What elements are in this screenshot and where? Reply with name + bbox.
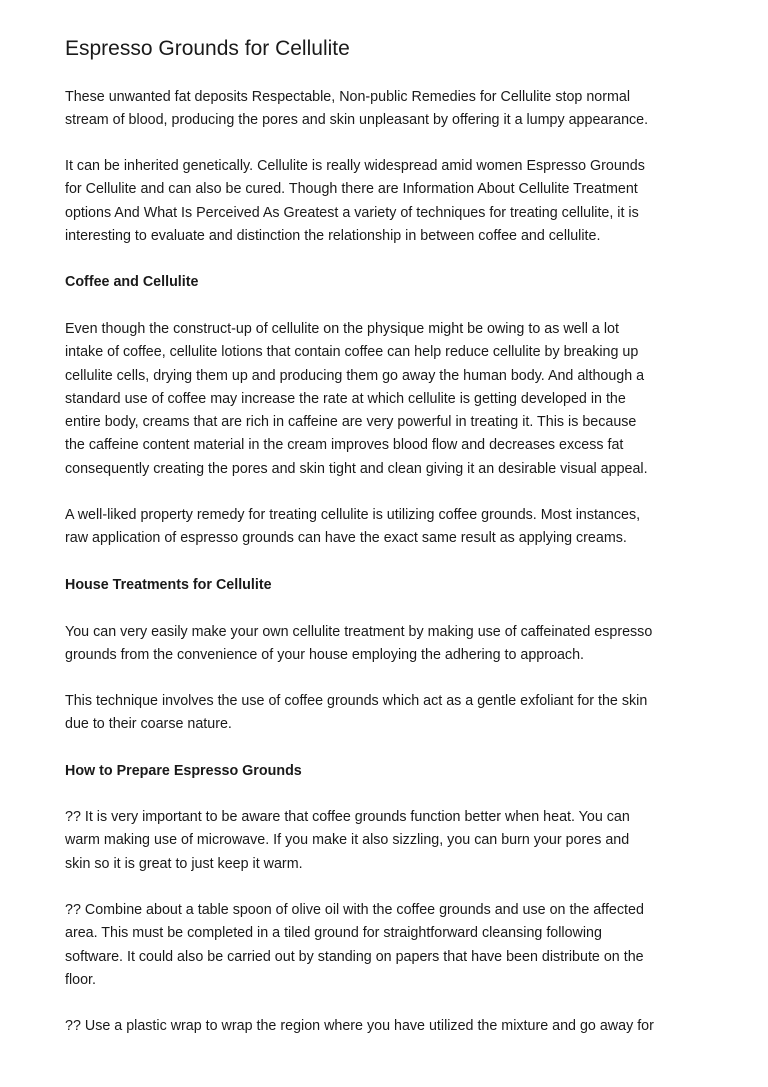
- document-title: Espresso Grounds for Cellulite: [65, 37, 350, 60]
- text-line: skin so it is great to just keep it warm.: [65, 855, 303, 872]
- paragraph-construct-up: [65, 318, 715, 481]
- text-line: the caffeine content material in the cream improves blood flow and decreases excess fat: [65, 437, 624, 454]
- text-line: ?? Use a plastic wrap to wrap the region where you have utilized the mixture and go away for: [65, 1018, 654, 1034]
- text-line: entire body, creams that are rich in caffeine are very powerful in treating it. This is because: [65, 414, 637, 431]
- text-line: consequently creating the pores and skin tight and clean giving it an desirable visual appeal.: [65, 460, 648, 477]
- paragraph-make-your-own: [65, 621, 715, 668]
- list-item-heat: [65, 806, 715, 876]
- text-line: warm making use of microwave. If you make it also sizzling, you can burn your pores and: [65, 832, 630, 849]
- list-item-plastic-wrap: [65, 1015, 715, 1038]
- heading-how-to-prepare: How to Prepare Espresso Grounds: [65, 763, 302, 779]
- text-line: Even though the construct-up of cellulite on the physique might be owing to as well a lot: [65, 321, 619, 337]
- text-line: grounds from the convenience of your house employing the adhering to approach.: [65, 647, 584, 664]
- text-line: floor.: [65, 971, 96, 988]
- text-line: ?? It is very important to be aware that coffee grounds function better when heat. You can: [65, 809, 630, 825]
- heading-coffee-and-cellulite: Coffee and Cellulite: [65, 274, 199, 290]
- text-line: interesting to evaluate and distinction the relationship in between coffee and cellulite.: [65, 227, 601, 244]
- heading-house-treatments: House Treatments for Cellulite: [65, 577, 272, 593]
- paragraph-technique: [65, 690, 715, 737]
- text-line: This technique involves the use of coffee grounds which act as a gentle exfoliant for the skin: [65, 693, 648, 709]
- text-line: standard use of coffee may increase the rate at which cellulite is getting developed in the: [65, 390, 626, 407]
- text-line: It can be inherited genetically. Cellulite is really widespread amid women Espresso Grounds: [65, 158, 645, 174]
- text-line: stream of blood, producing the pores and skin unpleasant by offering it a lumpy appearance.: [65, 112, 649, 129]
- text-line: area. This must be completed in a tiled ground for straightforward cleansing following: [65, 925, 602, 942]
- paragraph-unwanted-fat: [65, 86, 715, 133]
- text-line: You can very easily make your own cellulite treatment by making use of caffeinated espresso: [65, 624, 653, 640]
- text-line: These unwanted fat deposits Respectable, Non-public Remedies for Cellulite stop normal: [65, 89, 631, 105]
- text-line: due to their coarse nature.: [65, 716, 232, 733]
- text-line: intake of coffee, cellulite lotions that contain coffee can help reduce cellulite by breaking up: [65, 344, 639, 361]
- paragraph-inherited: [65, 155, 715, 248]
- list-item-olive-oil: [65, 899, 715, 992]
- paragraph-property-remedy: [65, 504, 715, 551]
- text-line: software. It could also be carried out by standing on papers that have been distribute on the: [65, 948, 644, 965]
- text-line: raw application of espresso grounds can have the exact same result as applying creams.: [65, 530, 627, 547]
- text-line: options And What Is Perceived As Greatest a variety of techniques for treating cellulite, it is: [65, 204, 639, 221]
- text-line: A well-liked property remedy for treating cellulite is utilizing coffee grounds. Most instances,: [65, 507, 641, 523]
- text-line: cellulite cells, drying them up and producing them go away the human body. And although a: [65, 367, 645, 384]
- text-line: for Cellulite and can also be cured. Though there are Information About Cellulite Treatment: [65, 181, 638, 198]
- text-line: ?? Combine about a table spoon of olive oil with the coffee grounds and use on the affected: [65, 902, 644, 918]
